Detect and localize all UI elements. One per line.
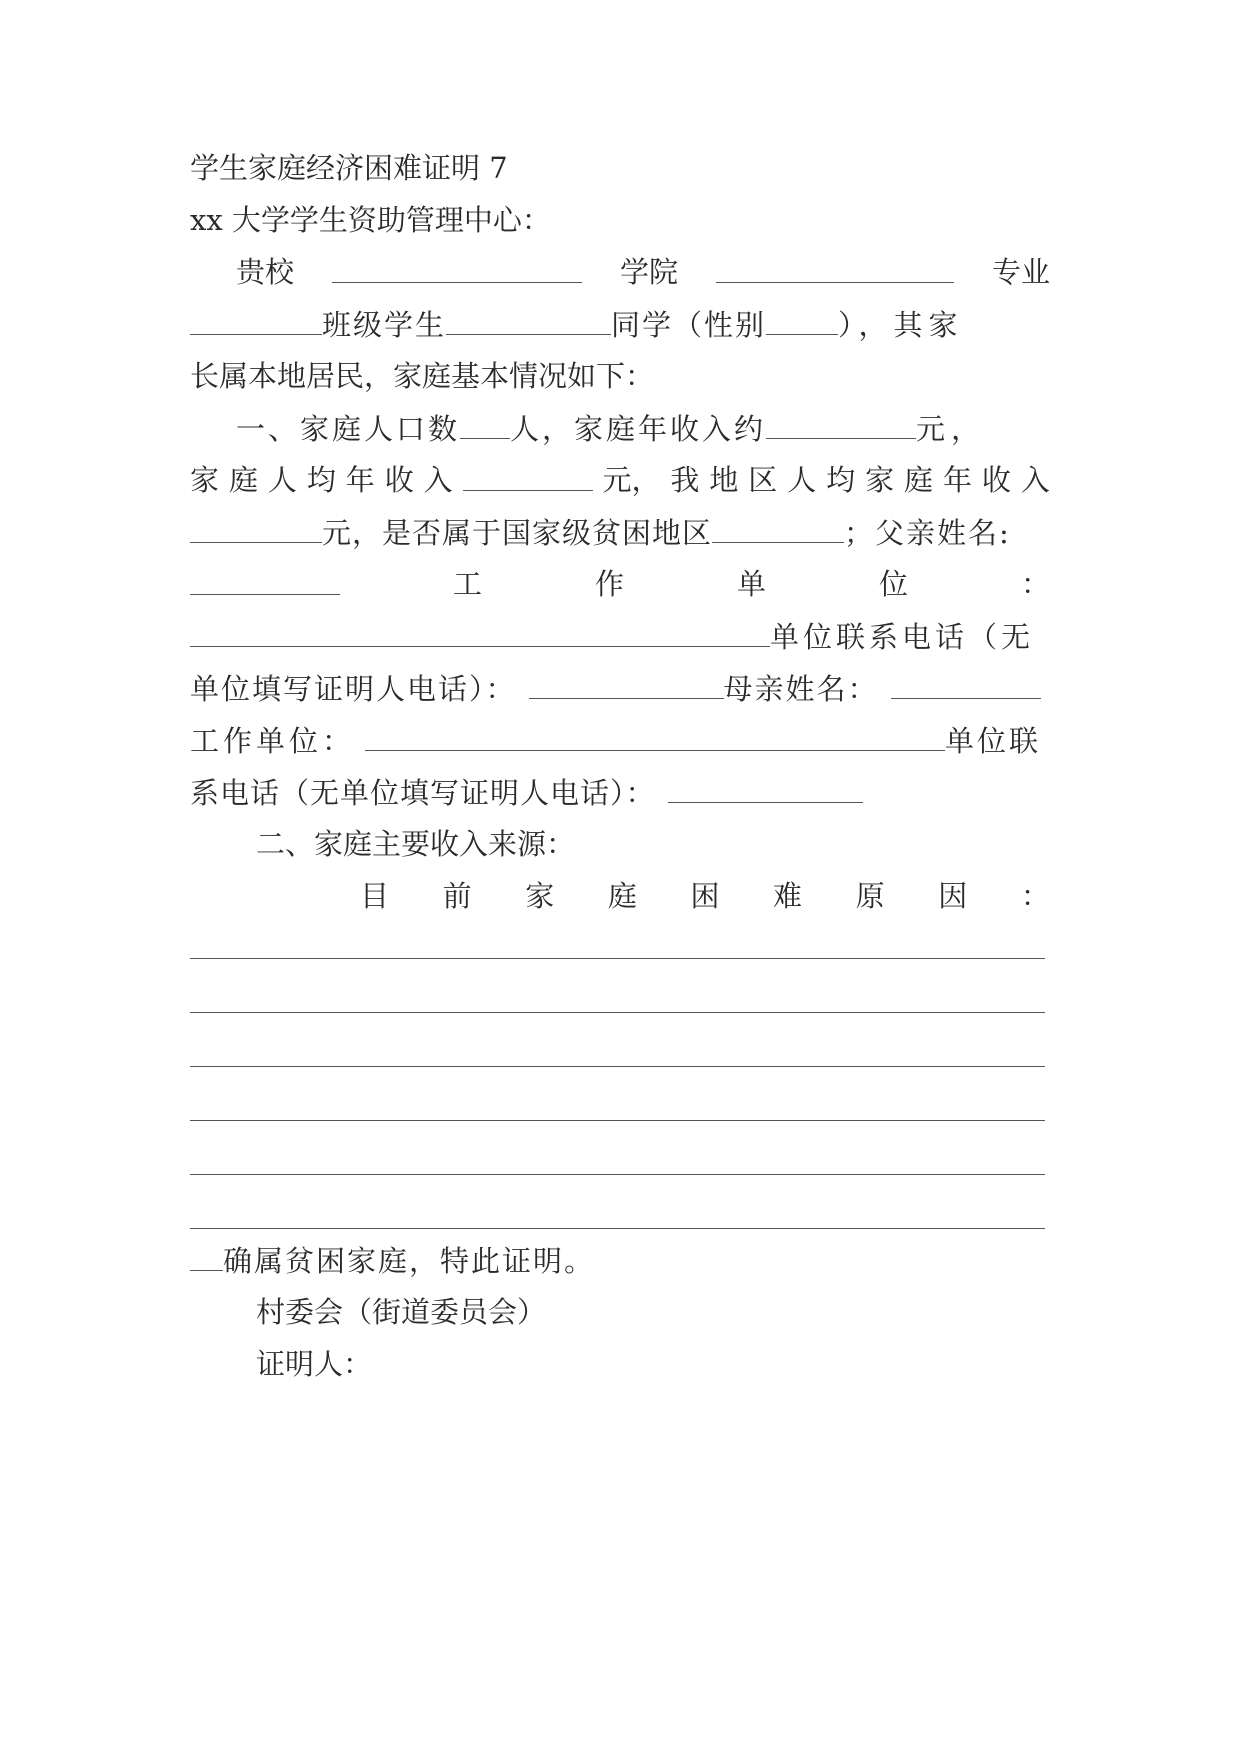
section-heading: 二、家庭主要收入来源： — [256, 827, 576, 861]
text-segment: 专业 — [991, 255, 1050, 289]
blank-short[interactable] — [190, 1240, 223, 1271]
char: 家 — [525, 879, 555, 913]
char: 区 — [748, 463, 778, 497]
text-segment: 母亲姓名： — [723, 672, 879, 706]
blank-gender[interactable] — [766, 304, 838, 335]
char: 收 — [384, 463, 414, 497]
text-segment: ；父亲姓名: — [844, 516, 1011, 550]
doc-title: 学生家庭经济困难证明 7 — [190, 151, 508, 185]
blank-per-capita-income[interactable] — [463, 460, 593, 491]
writing-line[interactable] — [190, 1228, 1045, 1229]
char: 前 — [442, 879, 472, 913]
char: 难 — [773, 879, 803, 913]
paragraph-line — [190, 720, 1050, 761]
committee-label: 村委会（街道委员会） — [256, 1295, 547, 1329]
paragraph-line — [190, 668, 1050, 709]
paragraph-line: 长属本地居民，家庭基本情况如下： — [190, 359, 655, 393]
char: 困 — [690, 879, 720, 913]
char: 人 — [267, 463, 297, 497]
paragraph-line — [190, 564, 1050, 604]
witness-label: 证明人： — [256, 1347, 373, 1381]
char: 入 — [423, 463, 453, 497]
blank-mother-name[interactable] — [891, 668, 1041, 699]
text-segment: 确属贫困家庭，特此证明。 — [223, 1244, 596, 1278]
paragraph-line — [360, 876, 1050, 916]
char: 年 — [942, 463, 972, 497]
char: 我 — [670, 463, 700, 497]
char: 入 — [1020, 463, 1050, 497]
text-segment: 工作单位： — [190, 724, 356, 758]
text-segment: 系电话（无单位填写证明人电话）： — [190, 776, 656, 810]
char: 家 — [865, 463, 895, 497]
char: 人 — [787, 463, 817, 497]
paragraph-line — [190, 460, 1050, 500]
char: 庭 — [607, 879, 637, 913]
writing-line[interactable] — [190, 1012, 1045, 1013]
char: 庭 — [904, 463, 934, 497]
text-segment: ），其家 — [838, 308, 964, 342]
blank-father-employer[interactable] — [190, 616, 770, 647]
blank-household-size[interactable] — [460, 408, 510, 439]
paragraph-line — [236, 408, 1050, 449]
char: 庭 — [228, 463, 258, 497]
blank-father-name[interactable] — [190, 564, 340, 595]
blank-annual-income[interactable] — [766, 408, 916, 439]
char: 年 — [345, 463, 375, 497]
char: 均 — [306, 463, 336, 497]
paragraph-line — [236, 252, 1050, 292]
text-segment: 同学（性别 — [611, 308, 767, 342]
text-segment: 单位填写证明人电话）： — [190, 672, 517, 706]
char: 原 — [855, 879, 885, 913]
addressee: xx 大学学生资助管理中心： — [190, 203, 551, 237]
char: 收 — [981, 463, 1011, 497]
text-segment: 单位联 — [945, 724, 1042, 758]
text-segment: 单位联系电话（无 — [770, 620, 1035, 654]
text-segment: 人，家庭年收入约 — [510, 412, 767, 446]
char: 单 — [736, 567, 766, 601]
char: 位 — [878, 567, 908, 601]
text-segment: 元， — [916, 412, 987, 446]
paragraph-line — [190, 1240, 1050, 1281]
blank-major[interactable] — [716, 252, 954, 283]
char: 元， — [602, 463, 661, 497]
writing-line[interactable] — [190, 1120, 1045, 1121]
char: 地 — [709, 463, 739, 497]
blank-poverty-region[interactable] — [712, 512, 844, 543]
char: ： — [1020, 879, 1050, 913]
char: 作 — [594, 567, 624, 601]
char: 目 — [360, 879, 390, 913]
blank-mother-phone[interactable] — [668, 772, 863, 803]
char: ： — [1020, 567, 1050, 601]
blank-student-name[interactable] — [446, 304, 611, 335]
char: 工 — [452, 567, 482, 601]
paragraph-line — [190, 304, 1050, 345]
blank-college[interactable] — [332, 252, 582, 283]
blank-class[interactable] — [190, 304, 322, 335]
paragraph-line — [190, 772, 1050, 813]
writing-line[interactable] — [190, 958, 1045, 959]
paragraph-line — [190, 616, 1050, 657]
paragraph-line — [190, 512, 1050, 553]
blank-region-income[interactable] — [190, 512, 322, 543]
text-segment: 贵校 — [236, 255, 295, 289]
text-segment: 元，是否属于国家级贫困地区 — [322, 516, 713, 550]
char: 均 — [826, 463, 856, 497]
blank-father-phone[interactable] — [529, 668, 724, 699]
text-segment: 一、家庭人口数 — [236, 412, 461, 446]
blank-mother-employer[interactable] — [365, 720, 945, 751]
writing-line[interactable] — [190, 1174, 1045, 1175]
writing-line[interactable] — [190, 1066, 1045, 1067]
char: 因 — [938, 879, 968, 913]
text-segment: 学院 — [619, 255, 678, 289]
text-segment: 班级学生 — [322, 308, 447, 342]
char: 家 — [190, 463, 220, 497]
